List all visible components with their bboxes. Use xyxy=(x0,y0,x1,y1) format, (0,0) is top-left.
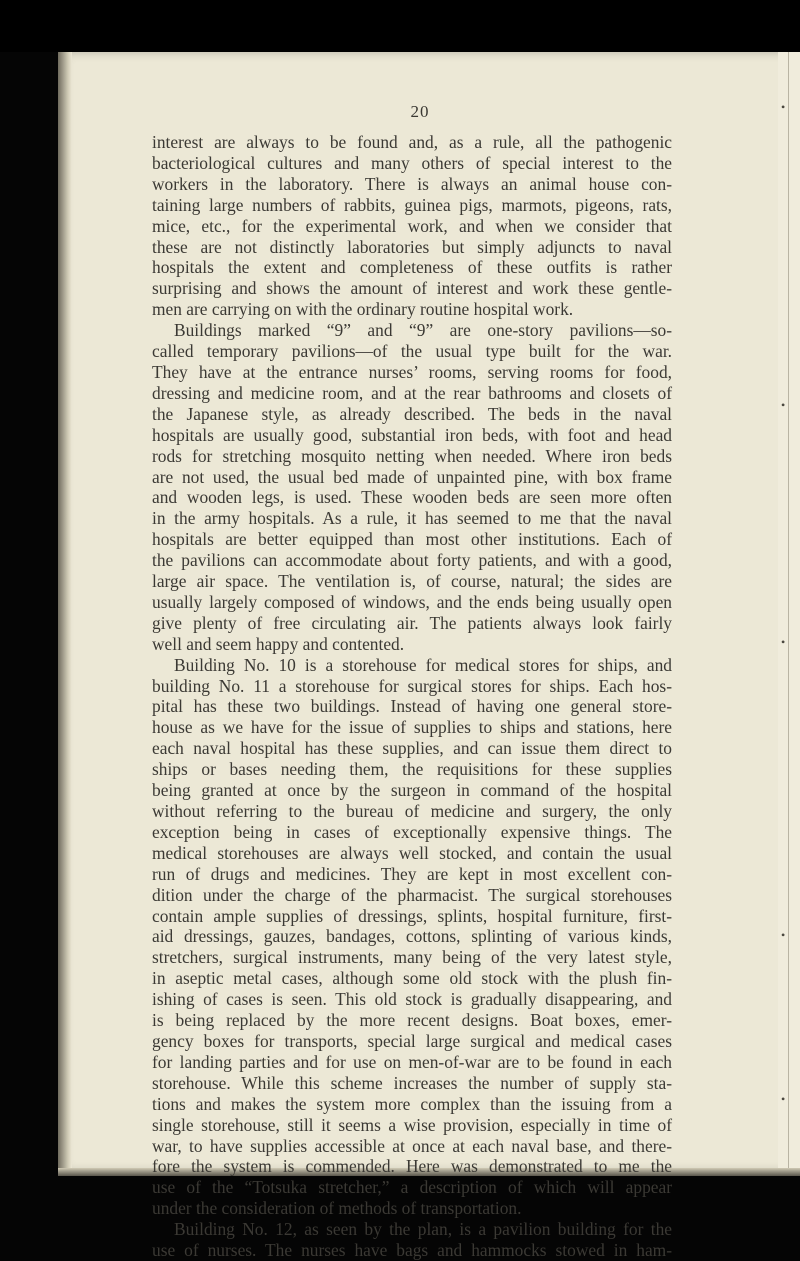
text-line: tions and makes the system more complex than the issuing from a xyxy=(152,1093,672,1114)
text-line: the Japanese style, as already described. The beds in the naval xyxy=(152,403,672,424)
text-line: for landing parties and for use on men-of-war are to be found in each xyxy=(152,1051,672,1072)
text-line: large air space. The ventilation is, of course, natural; the sides are xyxy=(152,571,672,592)
text-line: stretchers, surgical instruments, many being of the very latest style, xyxy=(152,947,672,968)
text-line: dressing and medicine room, and at the rear bathrooms and closets of xyxy=(152,382,672,403)
text-line: mice, etc., for the experimental work, and when we consider that xyxy=(152,215,672,236)
text-line: bacteriological cultures and many others of special interest to the xyxy=(152,152,672,173)
text-line: Building No. 12, as seen by the plan, is a pavilion building for the xyxy=(174,1219,672,1240)
text-line: taining large numbers of rabbits, guinea pigs, marmots, pigeons, rats, xyxy=(152,194,672,215)
text-line: each naval hospital has these supplies, and can issue them direct to xyxy=(152,738,672,759)
text-line: building No. 11 a storehouse for surgical stores for ships. Each hos- xyxy=(152,675,672,696)
text-line: in the army hospitals. As a rule, it has seemed to me that the naval xyxy=(152,508,672,529)
text-line: use of nurses. The nurses have bags and hammocks stowed in ham- xyxy=(152,1240,672,1261)
text-line: hospitals the extent and completeness of these outfits is rather xyxy=(152,257,672,278)
text-line: surprising and shows the amount of interest and work these gentle- xyxy=(152,278,672,299)
text-line: called temporary pavilions—of the usual type built for the war. xyxy=(152,341,672,362)
text-line: interest are always to be found and, as a rule, all the pathogenic xyxy=(152,132,672,152)
text-line: ishing of cases is seen. This old stock is gradually disappearing, and xyxy=(152,989,672,1010)
text-line: Buildings marked “9” and “9” are one-story pavilions—so- xyxy=(174,320,672,341)
text-line: men are carrying on with the ordinary routine hospital work. xyxy=(152,299,574,320)
text-line: dition under the charge of the pharmacist. The surgical storehouses xyxy=(152,884,672,905)
text-line: use of the “Totsuka stretcher,” a description of which will appear xyxy=(152,1177,672,1198)
text-line: Building No. 10 is a storehouse for medical stores for ships, and xyxy=(174,654,672,675)
text-line: are not used, the usual bed made of unpainted pine, with box frame xyxy=(152,466,672,487)
scan-background-top xyxy=(0,0,800,52)
text-line: hospitals are usually good, substantial iron beds, with foot and head xyxy=(152,424,672,445)
text-line: give plenty of free circulating air. The patients always look fairly xyxy=(152,612,672,633)
text-line: these are not distinctly laboratories but simply adjuncts to naval xyxy=(152,236,672,257)
text-line: fore the system is commended. Here was demonstrated to me the xyxy=(152,1156,672,1177)
text-line: They have at the entrance nurses’ rooms, serving rooms for food, xyxy=(152,361,672,382)
text-line: house as we have for the issue of supplies to ships and stations, here xyxy=(152,717,672,738)
text-line: is being replaced by the more recent designs. Boat boxes, emer- xyxy=(152,1010,672,1031)
text-line: pital has these two buildings. Instead of having one general store- xyxy=(152,696,672,717)
text-line: single storehouse, still it seems a wise provision, especially in time of xyxy=(152,1114,672,1135)
text-line: contain ample supplies of dressings, splints, hospital furniture, first- xyxy=(152,905,672,926)
text-line: under the consideration of methods of transportation. xyxy=(152,1198,522,1219)
text-line: gency boxes for transports, special large surgical and medical cases xyxy=(152,1030,672,1051)
text-line: the pavilions can accommodate about forty patients, and with a good, xyxy=(152,550,672,571)
text-line: without referring to the bureau of medicine and surgery, the only xyxy=(152,801,672,821)
text-line: being granted at once by the surgeon in command of the hospital xyxy=(152,780,672,801)
text-line: hospitals are better equipped than most other institutions. Each of xyxy=(152,529,672,550)
text-line: ships or bases needing them, the requisitions for these supplies xyxy=(152,759,672,780)
text-line: war, to have supplies accessible at once at each naval base, and there- xyxy=(152,1135,672,1156)
text-line: usually largely composed of windows, and the ends being usually open xyxy=(152,591,672,612)
text-line: well and seem happy and contented. xyxy=(152,633,405,654)
text-line: storehouse. While this scheme increases the number of supply sta- xyxy=(152,1072,672,1093)
text-line: and wooden legs, is used. These wooden beds are seen more often xyxy=(152,487,672,508)
text-line: rods for stretching mosquito netting when needed. Where iron beds xyxy=(152,445,672,466)
text-line: medical storehouses are always well stocked, and contain the usual xyxy=(152,842,672,863)
body-text xyxy=(152,132,672,1261)
page-gutter-shadow xyxy=(58,52,72,1172)
text-line: in aseptic metal cases, although some old stock with the plush fin- xyxy=(152,968,672,989)
text-line: run of drugs and medicines. They are kept in most excellent con- xyxy=(152,863,672,884)
text-line: workers in the laboratory. There is always an animal house con- xyxy=(152,173,672,194)
page-number: 20 xyxy=(410,102,430,121)
text-line: exception being in cases of exceptionally expensive things. The xyxy=(152,821,672,842)
margin-specks: • • • • • xyxy=(781,100,786,1106)
text-line: aid dressings, gauzes, bandages, cottons, splinting of various kinds, xyxy=(152,926,672,947)
